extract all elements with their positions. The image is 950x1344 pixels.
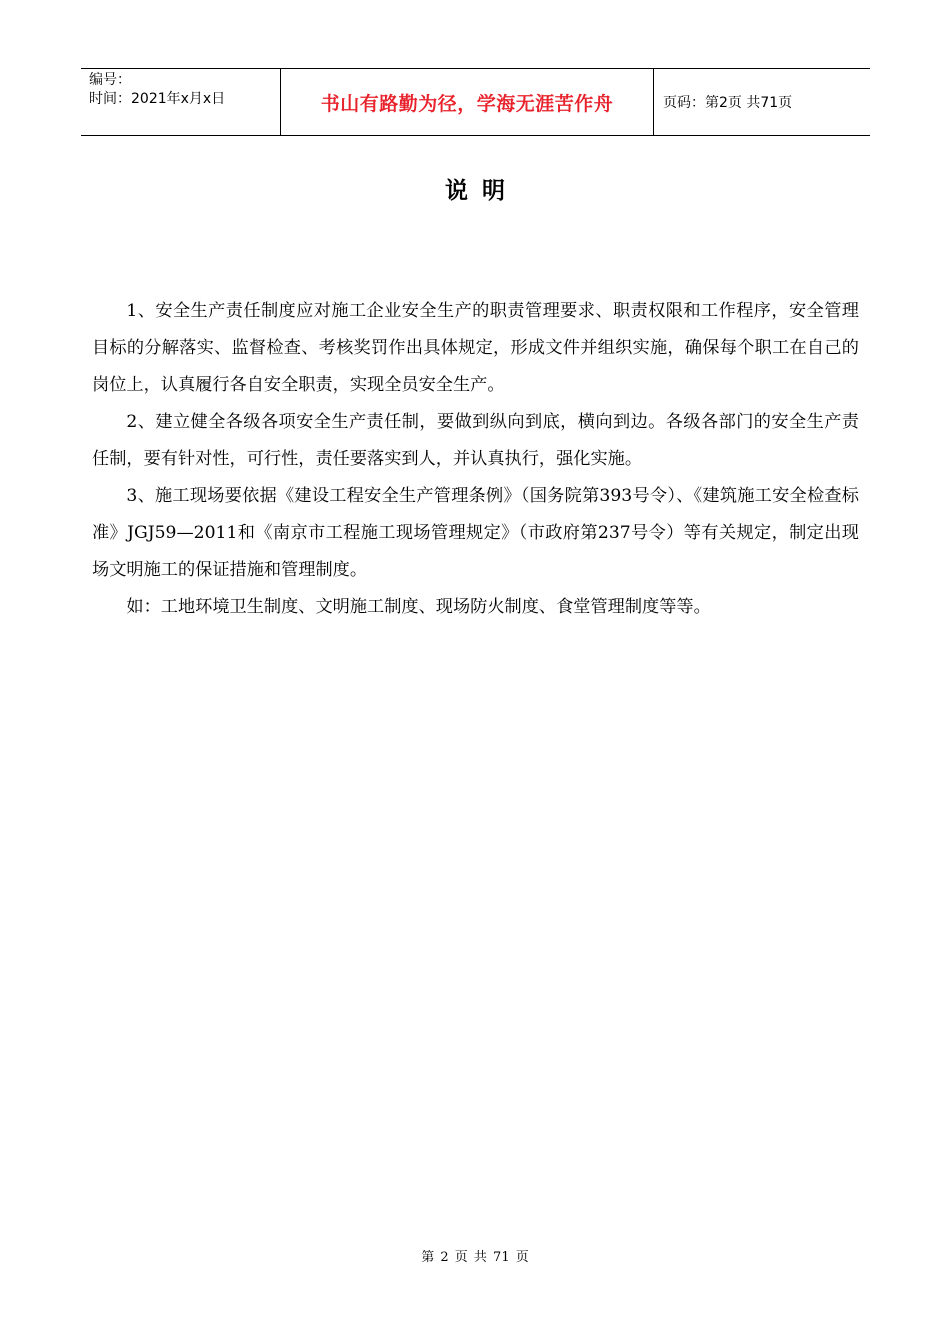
- paragraph: 2、建立健全各级各项安全生产责任制，要做到纵向到底，横向到边。各级各部门的安全生产责任制，要有针对性，可行性，责任要落实到人，并认真执行，强化实施。: [92, 412, 859, 469]
- header-motto-cell: [281, 69, 654, 135]
- header-motto: 书山有路勤为径，学海无涯苦作舟: [320, 92, 614, 115]
- document-date: 时间：2021年x月x日: [89, 91, 226, 107]
- header-page-cell: [654, 69, 870, 135]
- document-number-label: 编号：: [89, 72, 131, 88]
- header-meta-cell: [81, 69, 281, 135]
- document-body: [92, 293, 859, 626]
- header-page-info: 页码：第2页 共71页: [663, 95, 793, 111]
- paragraph: 如：工地环境卫生制度、文明施工制度、现场防火制度、食堂管理制度等等。: [126, 597, 711, 617]
- paragraph: 1、安全生产责任制度应对施工企业安全生产的职责管理要求、职责权限和工作程序，安全管理目标的分解落实、监督检查、考核奖罚作出具体规定，形成文件并组织实施，确保每个职工在自己的岗位上，认真履行各自安全职责，实现全员安全生产。: [92, 301, 859, 395]
- paragraph: 3、施工现场要依据《建设工程安全生产管理条例》（国务院第393号令）、《建筑施工安全检查标准》JGJ59—2011和《南京市工程施工现场管理规定》（市政府第237号令）等有关规定，制定出现场文明施工的保证措施和管理制度。: [92, 486, 859, 580]
- page-footer: 第 2 页 共 71 页: [421, 1250, 529, 1265]
- page-title: 说明: [445, 178, 519, 204]
- document-header: [81, 68, 870, 136]
